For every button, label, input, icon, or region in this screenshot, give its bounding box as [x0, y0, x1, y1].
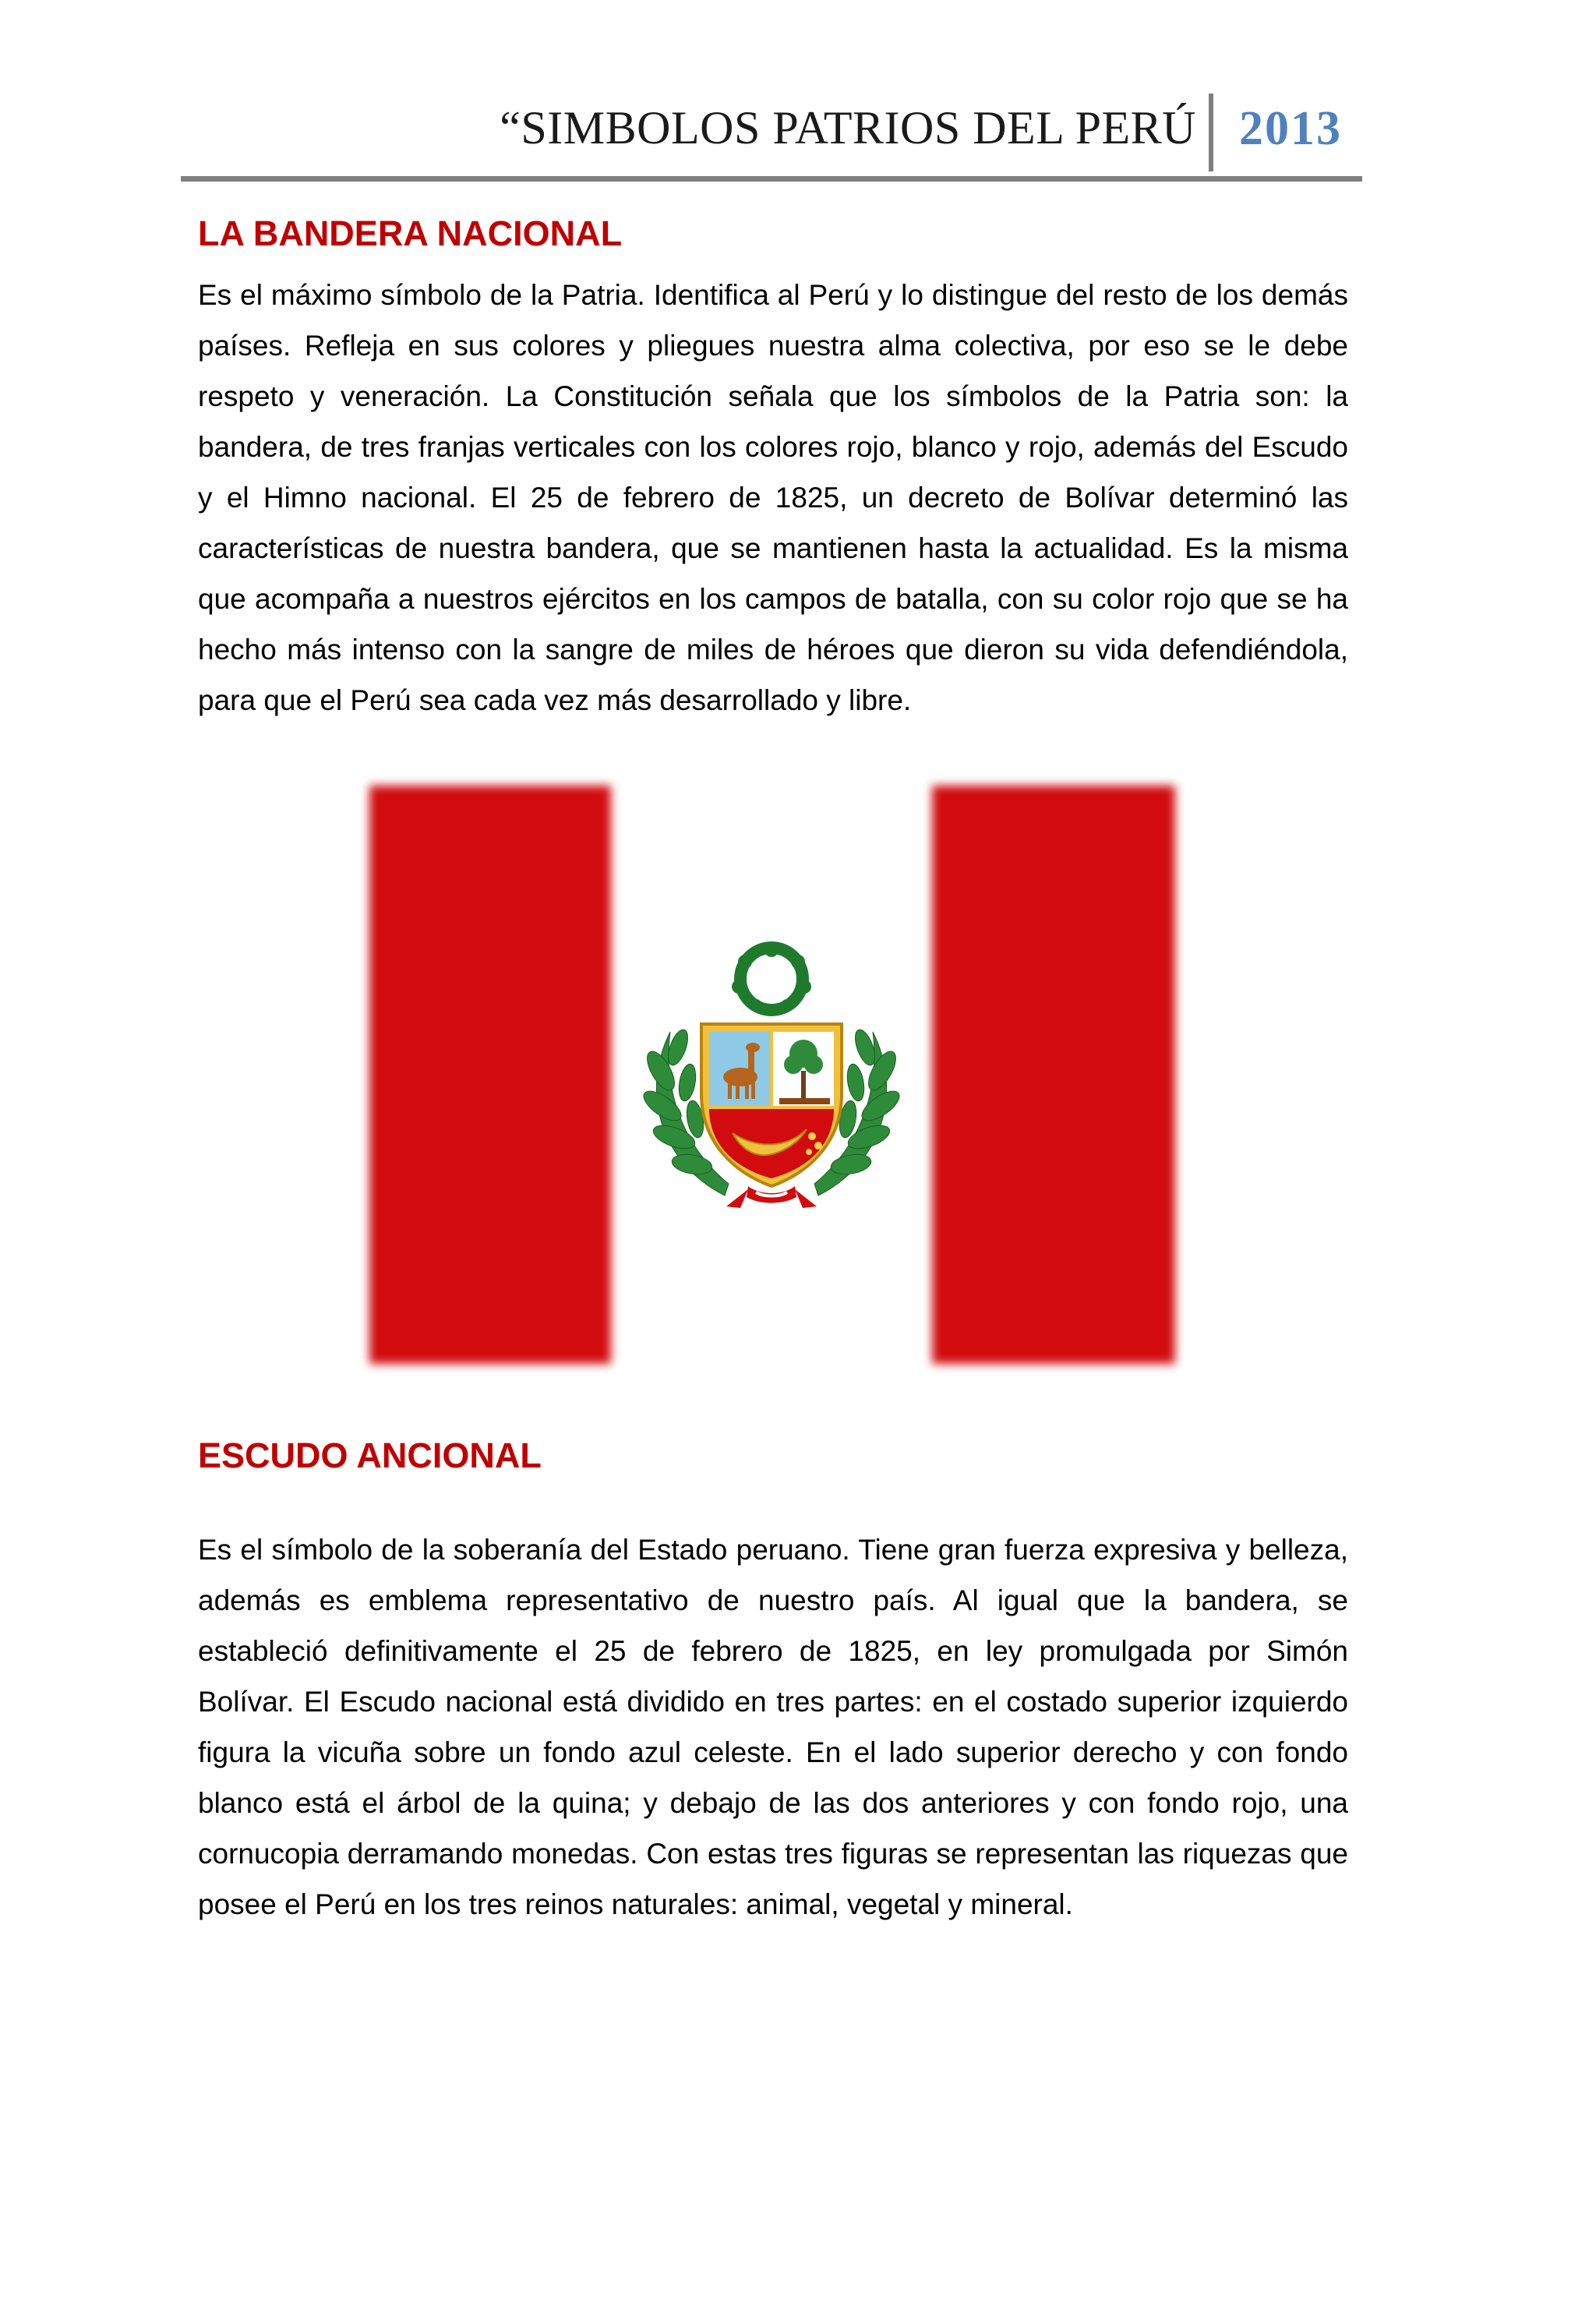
- coat-of-arms-icon: [631, 938, 912, 1227]
- section-paragraph-bandera: Es el máximo símbolo de la Patria. Identifica al Perú y lo distingue del resto de los demás países. Refleja en sus colores y pliegues nuestra alma colectiva, por eso se le debe respeto y veneración. La Constitución señala que los símbolos de la Patria son: la bandera, de tres franjas verticales con los colores rojo, blanco y rojo, además del Escudo y el Himno nacional. El 25 de febrero de 1825, un decreto de Bolívar determinó las características de nuestra bandera, que se mantienen hasta la actualidad. Es la misma que acompaña a nuestros ejércitos en los campos de batalla, con su color rojo que se ha hecho más intenso con la sangre de miles de héroes que dieron su vida defendiéndola, para que el Perú sea cada vez más desarrollado y libre.: [198, 279, 1348, 716]
- header-divider: [1209, 94, 1213, 171]
- flag-stripe-left: [369, 786, 611, 1364]
- section-paragraph-escudo: Es el símbolo de la soberanía del Estado peruano. Tiene gran fuerza expresiva y belleza, además es emblema representativo de nuestro país. Al igual que la bandera, se estableció definitivamente el 25 de febrero de 1825, en ley promulgada por Simón Bolívar. El Escudo nacional está dividido en tres partes: en el costado superior izquierdo figura la vicuña sobre un fondo azul celeste. En el lado superior derecho y con fondo blanco está el árbol de la quina; y debajo de las dos anteriores y con fondo rojo, una cornucopia derramando monedas. Con estas tres figuras se representan las riquezas que posee el Perú en los tres reinos naturales: animal, vegetal y mineral.: [198, 1534, 1348, 1920]
- section-heading-escudo: ESCUDO ANCIONAL: [198, 1436, 542, 1475]
- header-title: “SIMBOLOS PATRIOS DEL PERÚ: [500, 102, 1196, 154]
- section-heading-bandera: LA BANDERA NACIONAL: [198, 214, 623, 253]
- flag-stripe-right: [932, 786, 1175, 1364]
- header-year: 2013: [1239, 102, 1342, 155]
- peru-flag-icon: [366, 775, 1178, 1375]
- page-header: [181, 94, 1362, 182]
